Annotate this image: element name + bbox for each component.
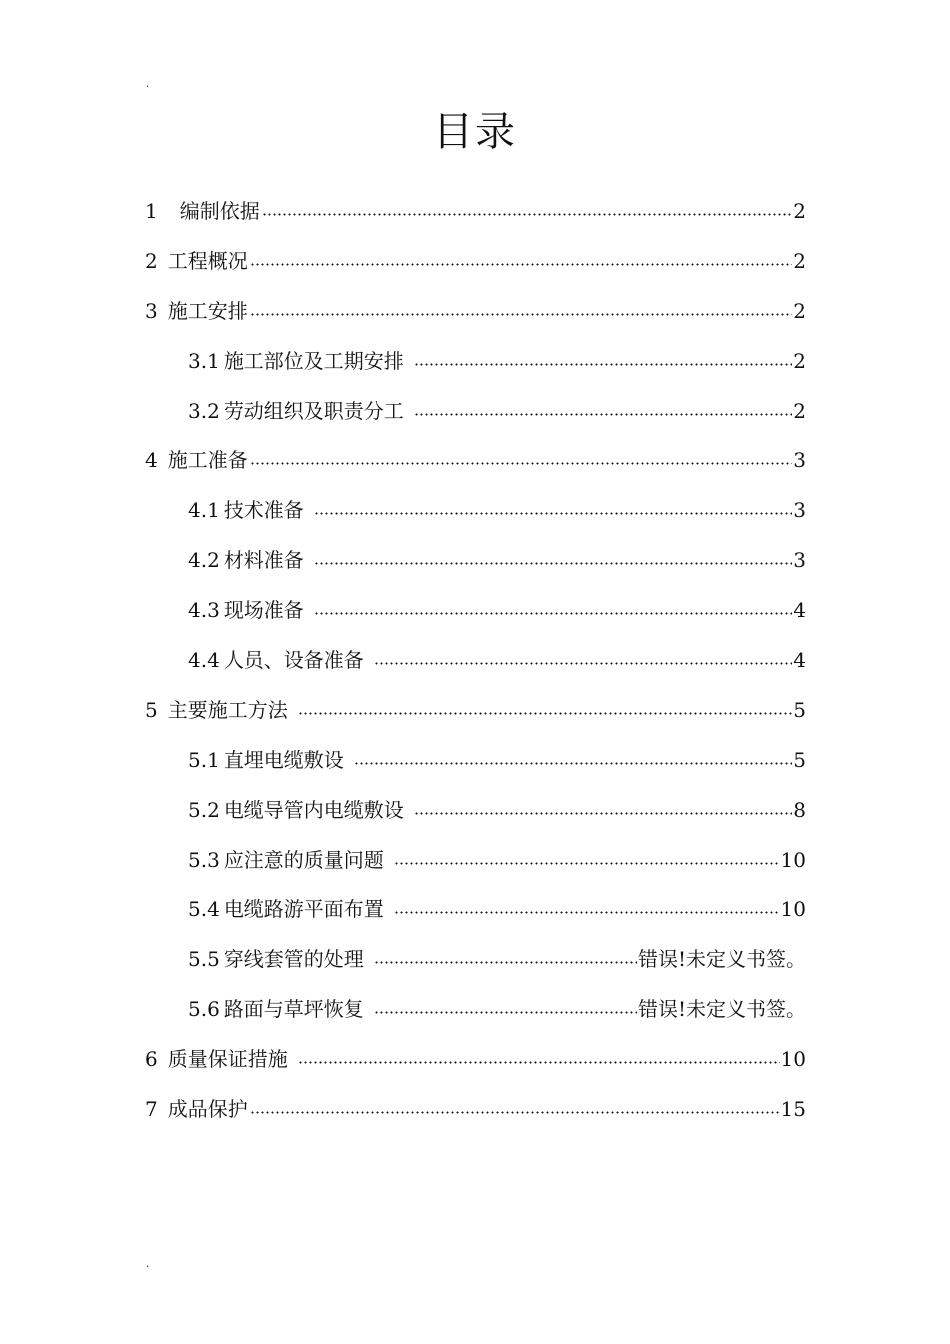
toc-entry-7[interactable] [145,1094,806,1144]
toc-entry-page: 2 [793,298,806,323]
dot-leader [374,996,637,1018]
dot-leader [250,1096,780,1118]
toc-entry-5-5[interactable] [145,944,806,994]
toc-entry-number: 5.4 [188,897,220,922]
dot-leader [314,497,792,519]
toc-entry-4-4[interactable] [145,645,806,695]
toc-entry-text: 现场准备 [223,598,304,623]
toc-entry-text: 编制依据 [179,199,260,223]
toc-entry-number: 4.2 [188,548,220,573]
toc-entry-page: 2 [793,348,806,373]
toc-entry-page: 3 [793,448,806,473]
toc-entry-page: 10 [780,897,806,922]
toc-entry-page: 10 [780,847,806,872]
toc-entry-page: 5 [793,747,806,772]
toc-entry-4-2[interactable] [145,545,806,595]
toc-entry-number: 4.4 [188,648,220,673]
toc-entry-page: 2 [793,248,806,273]
toc-entry-number: 3 [145,298,158,323]
dot-leader [250,248,793,270]
toc-entry-6[interactable] [145,1044,806,1094]
toc-entry-2[interactable] [145,246,806,296]
toc-entry-number: 4.3 [188,598,220,623]
toc-entry-5-4[interactable] [145,894,806,944]
toc-entry-4[interactable] [145,445,806,495]
toc-entry-text: 人员、设备准备 [223,648,364,673]
dot-leader [394,847,780,869]
dot-leader [414,398,792,420]
toc-entry-text: 成品保护 [167,1097,248,1122]
toc-entry-page: 8 [793,797,806,822]
toc-entry-number: 5.5 [188,947,220,972]
toc-entry-number: 3.2 [188,398,220,423]
toc-entry-text: 应注意的质量问题 [223,847,384,872]
dot-leader [298,1046,780,1068]
toc-entry-page: 15 [780,1097,806,1122]
toc-entry-number: 5.3 [188,847,220,872]
dot-leader [262,198,793,220]
dot-leader [414,797,792,819]
toc-entry-page-error: 错误!未定义书签。 [637,997,806,1022]
toc-entry-3-1[interactable] [145,346,806,396]
toc-entry-4-1[interactable] [145,495,806,545]
toc-entry-text: 直埋电缆敷设 [223,747,344,772]
toc-entry-page: 2 [793,398,806,423]
dot-leader [250,298,793,320]
toc-entry-page: 2 [793,199,806,223]
toc-entry-5-2[interactable] [145,795,806,845]
toc-entry-page: 3 [793,498,806,523]
toc-entry-number: 1 [145,199,158,223]
toc-title: 目录 [433,109,517,155]
toc-entry-number: 5.2 [188,797,220,822]
toc-entry-number: 3.1 [188,348,220,373]
toc-entry-text: 穿线套管的处理 [223,947,364,972]
table-of-contents [145,196,806,1144]
toc-entry-5-1[interactable] [145,745,806,795]
toc-entry-number: 4 [145,448,158,473]
toc-entry-text: 施工安排 [167,298,248,323]
dot-leader [298,697,793,719]
toc-entry-1[interactable] [145,196,806,246]
toc-entry-text: 质量保证措施 [167,1047,288,1072]
dot-leader [250,447,793,469]
toc-entry-text: 主要施工方法 [167,697,288,722]
toc-entry-3-2[interactable] [145,396,806,446]
page-marker-top: . [146,79,150,90]
dot-leader [414,348,792,370]
toc-entry-page: 3 [793,548,806,573]
toc-entry-text: 电缆导管内电缆敷设 [223,797,404,822]
toc-entry-5-6[interactable] [145,994,806,1044]
toc-entry-text: 技术准备 [223,498,304,523]
toc-entry-number: 5 [145,697,158,722]
dot-leader [374,647,792,669]
toc-entry-text: 工程概况 [167,248,248,273]
toc-entry-text: 材料准备 [223,548,304,573]
toc-entry-number: 7 [145,1097,158,1122]
toc-entry-page: 5 [793,697,806,722]
dot-leader [354,747,792,769]
toc-entry-text: 电缆路游平面布置 [223,897,384,922]
toc-entry-page: 10 [780,1047,806,1072]
toc-entry-number: 4.1 [188,498,220,523]
toc-entry-3[interactable] [145,296,806,346]
dot-leader [314,597,792,619]
toc-entry-number: 5.1 [188,747,220,772]
dot-leader [314,547,792,569]
toc-entry-page-error: 错误!未定义书签。 [637,947,806,972]
toc-entry-5-3[interactable] [145,845,806,895]
dot-leader [394,896,780,918]
toc-entry-text: 施工准备 [167,448,248,473]
page-marker-bottom: . [146,1259,150,1270]
toc-entry-page: 4 [793,648,806,673]
toc-entry-number: 5.6 [188,997,220,1022]
toc-entry-number: 2 [145,248,158,273]
toc-entry-text: 路面与草坪恢复 [223,997,364,1022]
toc-entry-5[interactable] [145,695,806,745]
toc-entry-page: 4 [793,598,806,623]
toc-entry-4-3[interactable] [145,595,806,645]
dot-leader [374,946,637,968]
toc-entry-number: 6 [145,1047,158,1072]
toc-entry-text: 劳动组织及职责分工 [223,398,404,423]
toc-entry-text: 施工部位及工期安排 [223,348,404,373]
